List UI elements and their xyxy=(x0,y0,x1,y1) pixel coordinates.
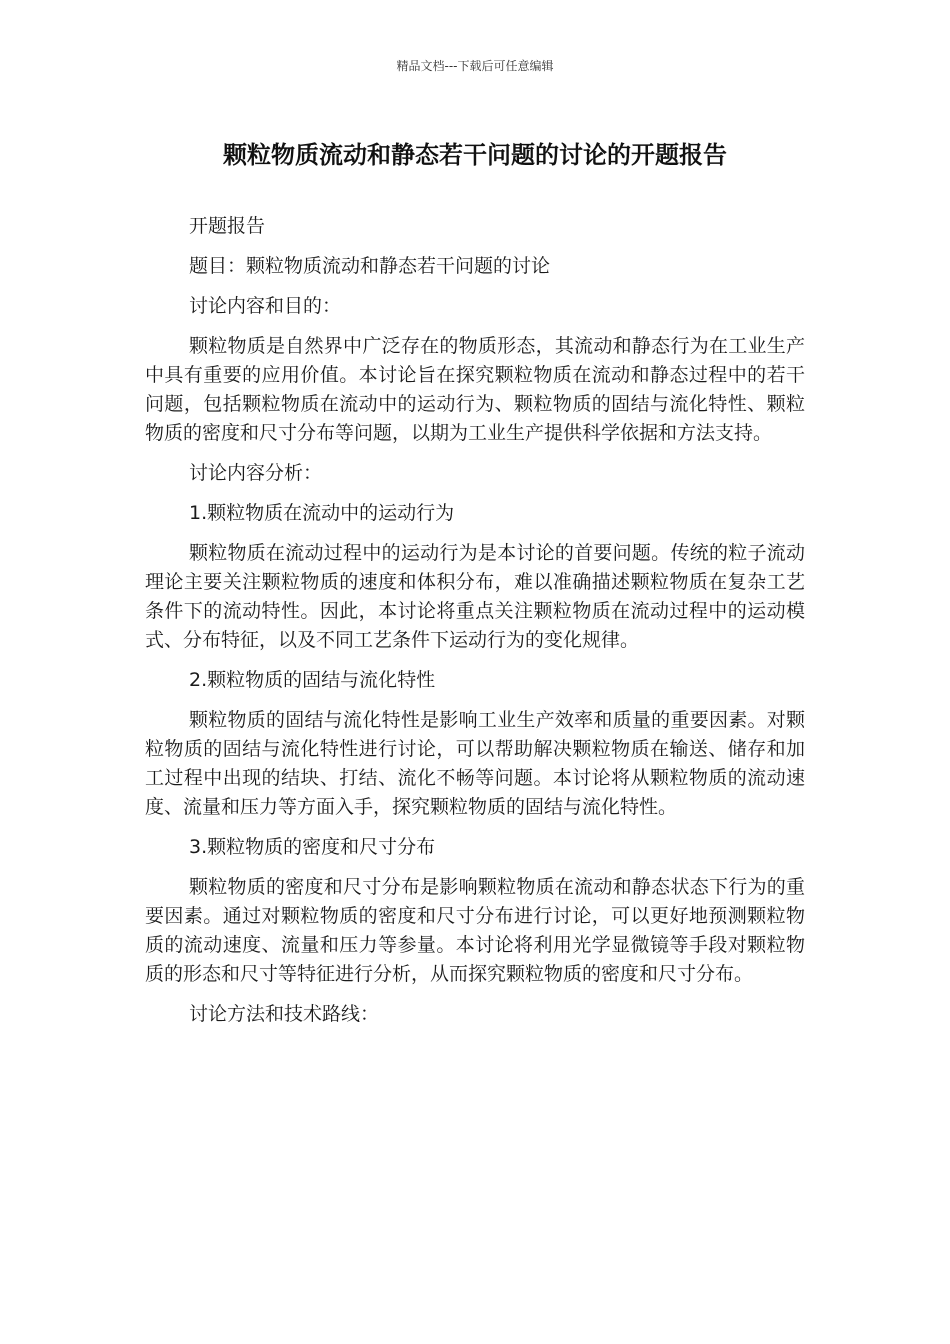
header-note: 精品文档---下载后可任意编辑 xyxy=(396,59,554,73)
paragraph-heading-method: 讨论方法和技术路线： xyxy=(189,1003,380,1025)
paragraph-heading-analysis: 讨论内容分析： xyxy=(189,462,323,484)
paragraph-section-label: 开题报告 xyxy=(189,215,266,237)
paragraph-body-1: 颗粒物质在流动过程中的运动行为是本讨论的首要问题。传统的粒子流动理论主要关注颗粒物质的速度和体积分布，难以准确描述颗粒物质在复杂工艺条件下的流动特性。因此，本讨论将重点关注颗粒物质在流动过程中的运动模式、分布特征，以及不同工艺条件下运动行为的变化规律。 xyxy=(145,542,805,651)
document-title: 颗粒物质流动和静态若干问题的讨论的开题报告 xyxy=(223,141,727,169)
paragraph-subheading-3: 3.颗粒物质的密度和尺寸分布 xyxy=(189,836,436,858)
paragraph-body-3: 颗粒物质的密度和尺寸分布是影响颗粒物质在流动和静态状态下行为的重要因素。通过对颗粒物质的密度和尺寸分布进行讨论，可以更好地预测颗粒物质的流动速度、流量和压力等参量。本讨论将利用光学显微镜等手段对颗粒物质的形态和尺寸等特征进行分析，从而探究颗粒物质的密度和尺寸分布。 xyxy=(145,876,805,985)
paragraph-heading-purpose: 讨论内容和目的： xyxy=(189,295,342,317)
paragraph-subheading-1: 1.颗粒物质在流动中的运动行为 xyxy=(189,502,455,524)
paragraph-purpose-body: 颗粒物质是自然界中广泛存在的物质形态，其流动和静态行为在工业生产中具有重要的应用价值。本讨论旨在探究颗粒物质在流动和静态过程中的若干问题，包括颗粒物质在流动中的运动行为、颗粒物质的固结与流化特性、颗粒物质的密度和尺寸分布等问题，以期为工业生产提供科学依据和方法支持。 xyxy=(145,335,805,444)
document-body xyxy=(145,212,805,1040)
paragraph-body-2: 颗粒物质的固结与流化特性是影响工业生产效率和质量的重要因素。对颗粒物质的固结与流化特性进行讨论，可以帮助解决颗粒物质在输送、储存和加工过程中出现的结块、打结、流化不畅等问题。本讨论将从颗粒物质的流动速度、流量和压力等方面入手，探究颗粒物质的固结与流化特性。 xyxy=(145,709,805,818)
paragraph-topic: 题目：颗粒物质流动和静态若干问题的讨论 xyxy=(189,255,551,277)
paragraph-subheading-2: 2.颗粒物质的固结与流化特性 xyxy=(189,669,436,691)
